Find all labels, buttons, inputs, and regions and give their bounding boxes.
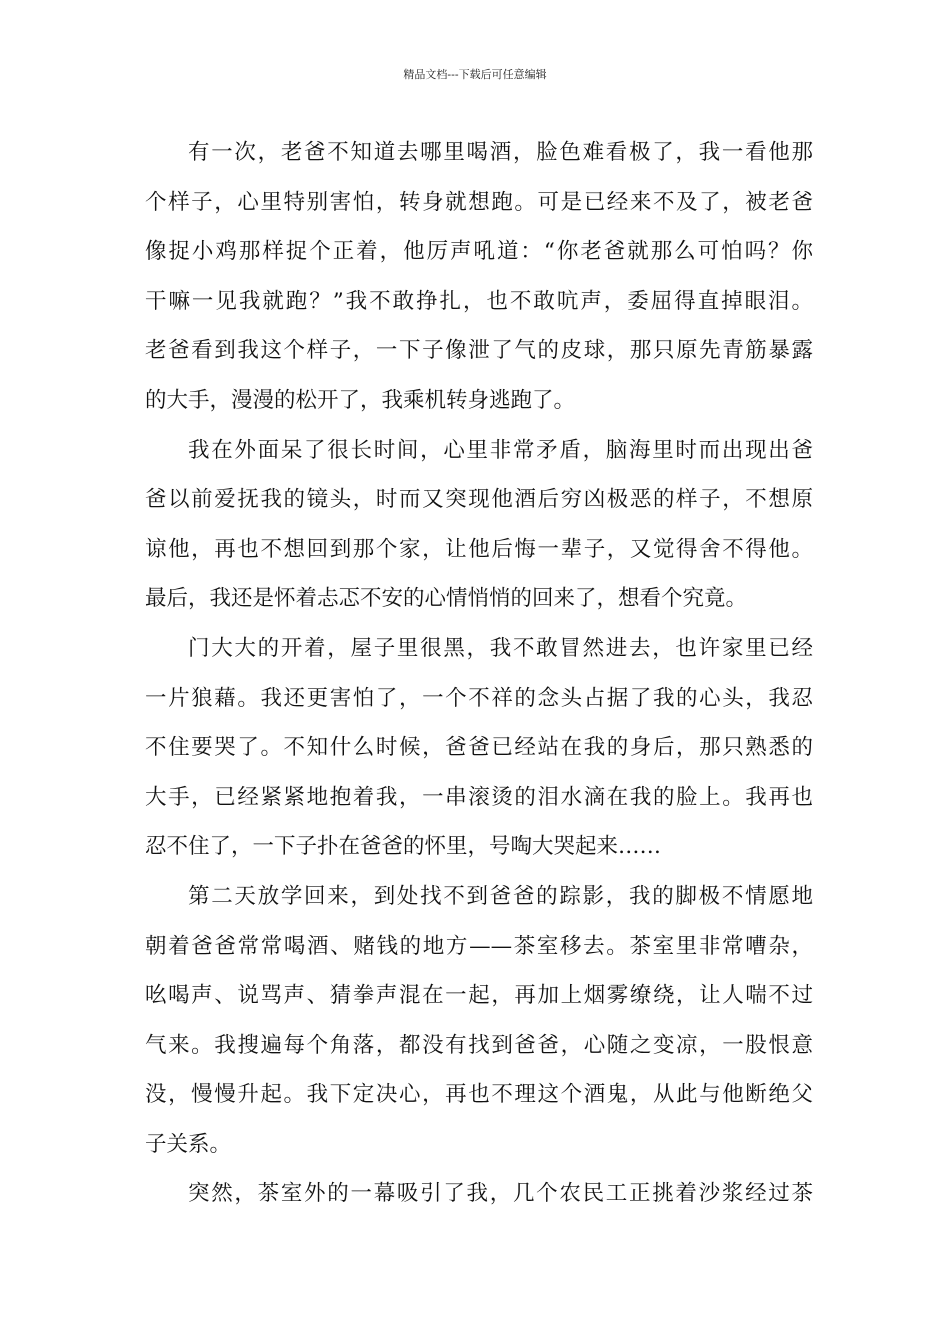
text-line: 朝着爸爸常常喝酒、赌钱的地方——茶室移去。茶室里非常嘈杂，	[145, 933, 813, 959]
paragraph	[145, 1169, 813, 1219]
text-line: 不住要哭了。不知什么时候，爸爸已经站在我的身后，那只熟悉的	[145, 735, 813, 761]
text-line: 气来。我搜遍每个角落，都没有找到爸爸，心随之变凉，一股恨意	[145, 1032, 813, 1058]
text-line: 干嘛一见我就跑？”我不敢挣扎，也不敢吭声，委屈得直掉眼泪。	[145, 288, 813, 314]
text-line: 最后，我还是怀着忐忑不安的心情悄悄的回来了，想看个究竟。	[145, 586, 748, 612]
paragraph	[145, 426, 813, 624]
paragraph	[145, 872, 813, 1170]
text-line: 我在外面呆了很长时间，心里非常矛盾，脑海里时而出现出爸	[188, 437, 813, 463]
document-body	[145, 128, 813, 1219]
text-line: 谅他，再也不想回到那个家，让他后悔一辈子，又觉得舍不得他。	[145, 536, 813, 562]
page-header: 精品文档---下载后可任意编辑	[403, 68, 547, 81]
text-line: 像捉小鸡那样捉个正着，他厉声吼道：“你老爸就那么可怕吗？你	[145, 239, 813, 265]
text-line: 大手，已经紧紧地抱着我，一串滚烫的泪水滴在我的脸上。我再也	[145, 784, 813, 810]
text-line: 有一次，老爸不知道去哪里喝酒，脸色难看极了，我一看他那	[188, 140, 813, 165]
text-line: 子关系。	[145, 1131, 232, 1157]
text-line: 门大大的开着，屋子里很黑，我不敢冒然进去，也许家里已经	[188, 635, 813, 661]
text-line: 吆喝声、说骂声、猜拳声混在一起，再加上烟雾缭绕，让人喘不过	[145, 983, 813, 1009]
text-line: 忍不住了，一下子扑在爸爸的怀里，号啕大哭起来……	[145, 834, 662, 860]
text-line: 突然，茶室外的一幕吸引了我，几个农民工正挑着沙浆经过茶	[188, 1181, 813, 1207]
text-line: 爸以前爱抚我的镜头，时而又突现他酒后穷凶极恶的样子，不想原	[145, 487, 813, 513]
text-line: 老爸看到我这个样子，一下子像泄了气的皮球，那只原先青筋暴露	[145, 338, 813, 364]
text-line: 的大手，漫漫的松开了，我乘机转身逃跑了。	[145, 387, 576, 413]
paragraph	[145, 624, 813, 872]
paragraph	[145, 128, 813, 426]
text-line: 一片狼藉。我还更害怕了，一个不祥的念头占据了我的心头，我忍	[145, 685, 813, 711]
text-line: 没，慢慢升起。我下定决心，再也不理这个酒鬼，从此与他断绝父	[145, 1082, 813, 1108]
text-line: 第二天放学回来，到处找不到爸爸的踪影，我的脚极不情愿地	[188, 883, 813, 909]
text-line: 个样子，心里特别害怕，转身就想跑。可是已经来不及了，被老爸	[145, 189, 813, 215]
